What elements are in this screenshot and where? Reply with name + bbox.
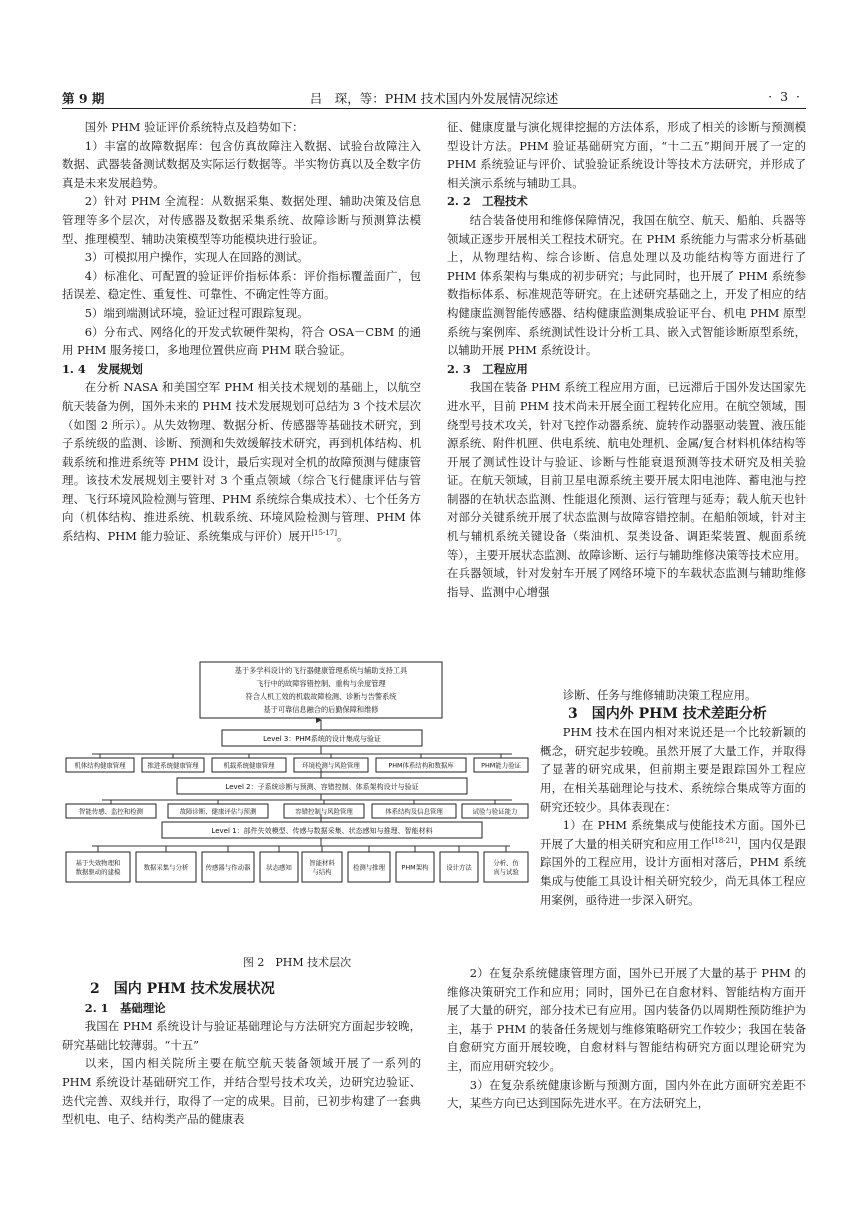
list-item: 6）分布式、网络化的开发式软硬件架构，符合 OSA－CBM 的通用 PHM 服务接口，多地理位置供应商 PHM 联合验证。 (62, 324, 421, 358)
body-paragraph: 以来，国内相关院所主要在航空航天装备领域开展了一系列的 PHM 系统设计基础研究工作，并结合型号技术攻关，边研究边验证、迭代完善、双线并行，取得了一定的成果。目前，已初步构建了一套典型机电、电子、结构类产品的健康表 (62, 1056, 421, 1127)
fig-box-label: 故障诊断、健康评估与预测 (179, 807, 257, 816)
fig-box-label: 体系结构及信息管理 (385, 807, 443, 816)
fig-box (484, 852, 528, 882)
page-number: · 3 · (768, 89, 802, 104)
chapter-heading: 2 国内 PHM 技术发展状况 (90, 981, 275, 997)
running-title: 吕 琛，等：PHM 技术国内外发展情况综述 (309, 91, 559, 106)
body-paragraph: 结合装备使用和维修保障情况，我国在航空、航天、船舶、兵器等领域正逐步开展相关工程技术研究。在 PHM 系统能力与需求分析基础上，从物理结构、综合诊断、信息处理以及功能结构等方面进行了 PHM 体系架构与集成的初步研究；与此同时，也开展了 PHM 系统参数指标体系、标准规范等研究。在上述研究基础之上，开发了相应的结构健康监测智能传感器、结构健康监测集成验证平台、机电 PHM 原型系统与案例库、系统测试性设计分析工具、嵌入式智能诊断原型系统，以辅助开展 PHM 系统设计。 (447, 212, 806, 358)
intro-paragraph: 国外 PHM 验证评价系统特点及趋势如下： (84, 120, 304, 134)
fig-box-label: 环境检测与风险管理 (302, 761, 360, 770)
fig-box-label: 数据采集与分析 (143, 863, 189, 872)
fig-level1: Level 1：部件失效模型、传感与数据采集、状态感知与推理、智能材料 (211, 827, 433, 835)
list-item: 3）可模拟用户操作，实现人在回路的测试。 (84, 250, 309, 265)
chapter-heading: 3 国内外 PHM 技术差距分析 (568, 705, 767, 722)
fig-box-label: 试验与验证能力 (472, 807, 518, 816)
fig-box-label: 基于失效物理和 (75, 859, 121, 867)
fig-box-label: 分析、仿 (493, 859, 519, 867)
body-paragraph: 3）在复杂系统健康诊断与预测方面，国内外在此方面研究差距不大，某些方向已达到国际先进水平。在方法研究上， (447, 1077, 806, 1111)
body-paragraph: PHM 技术在国内相对来说还是一个比较新颖的概念，研究起步较晚。虽然开展了大量工作，并取得了显著的研究成果，但前期主要是跟踪国外工程应用，在相关基础理论与技术、系统综合集成等方面的研究还较少。具体表现在： (540, 725, 806, 814)
fig-level1-items (66, 846, 528, 882)
left-column (62, 118, 421, 546)
section-heading: 2. 2 工程技术 (447, 194, 528, 209)
fig-box-label: 真与试验 (493, 868, 519, 876)
section-heading: 2. 3 工程应用 (447, 361, 528, 376)
fig-box-label: 数据驱动的建模 (75, 868, 121, 876)
section-heading: 1. 4 发展规划 (62, 361, 143, 376)
fig-box (66, 852, 130, 882)
citation[interactable]: [18-21] (711, 836, 738, 845)
fig-box-label: 推进系统健康管理 (147, 761, 199, 770)
fig-box-label: PHM能力验证 (481, 761, 521, 770)
left-column-bottom (62, 980, 421, 1129)
fig-level3-items (66, 754, 528, 772)
fig-top-line: 符合人机工效的机载故障检测、诊断与告警系统 (245, 692, 397, 701)
body-paragraph: 诊断、任务与维修辅助决策工程应用。 (562, 688, 757, 702)
fig-top-line: 基于可靠信息融合的后勤保障和维修 (263, 705, 379, 714)
fig-box-label: 与结构 (312, 868, 332, 876)
body-paragraph: 我国在装备 PHM 系统工程应用方面，已远滞后于国外发达国家先进水平，目前 PHM 技术尚未开展全面工程转化应用。在航空领域，围绕型号技术攻关，针对飞控作动器系统、旋转作动器驱动装置、液压能源系统、附件机匣、供电系统、航电处理机、金属/复合材料机体结构等开展了测试性设计与验证、诊断与性能衰退预测等技术研究及相关验证。在航天领域，目前卫星电源系统主要开展太阳电池阵、蓄电池与控制器的在轨状态监测、性能退化预测、运行管理与延寿；载人航天也针对部分关键系统开展了状态监测与故障容错控制。在船舶领域，针对主机与辅机系统关键设备（柴油机、泵类设备、调距桨装置、舰面系统等），主要开展状态监测、故障诊断、运行与辅助维修决策等技术应用。在兵器领域，针对发射车开展了网络环境下的车载状态监测与辅助维修指导、监测中心增强 (447, 380, 806, 599)
list-item: 4）标准化、可配置的验证评价指标体系：评价指标覆盖面广，包括误差、稳定性、重复性、可靠性、不确定性等方面。 (62, 268, 421, 302)
fig-box-label: 状态感知 (266, 863, 292, 872)
fig-box-label: PHM架构 (401, 863, 429, 872)
figure-caption: 图 2 PHM 技术层次 (242, 956, 352, 969)
fig-box-label: 检测与推理 (353, 863, 385, 872)
body-paragraph: 在分析 NASA 和美国空军 PHM 相关技术规划的基础上，以航空航天装备为例，国外未来的 PHM 技术发展规划可总结为 3 个技术层次（如图 2 所示）。从失效物理、数据分析、传感器等基础技术研究，到子系统级的监测、诊断、预测和失效缓解技术研究，再到机体结构、机载系统和推进系统等 PHM 设计，最后实现对全机的故障预测与健康管理。该技术发展规划主要针对 3 个重点领域（综合飞行健康评估与管理、飞行环境风险检测与管理、PHM 系统综合集成技术）、七个任务方向（机体结构、推进系统、机载系统、环境风险检测与管理、PHM 体系结构、PHM 能力验证、系统集成与评价）展开[15-17]。 (62, 380, 421, 544)
body-paragraph: 2）在复杂系统健康管理方面，国外已开展了大量的基于 PHM 的维修决策研究工作和应用；同时，国外已在自愈材料、智能结构方面开展了大量的研究，部分技术已有应用。国内装备仍以周期性预防维护为主，基于 PHM 的装备任务规划与维修策略研究工作较少；我国在装备自愈研究方面开展较晚，自愈材料与智能结构研究方面以理论研究为主，而应用研究较少。 (447, 966, 806, 1073)
fig-top-line: 飞行中的故障容错控制、重构与余度管理 (256, 679, 386, 688)
issue-number: 第 9 期 (62, 91, 105, 106)
page-header (62, 86, 806, 109)
fig-box (302, 852, 342, 882)
right-column-bottom (447, 964, 806, 1113)
fig-level2: Level 2：子系统诊断与预测、容错控制、体系架构设计与验证 (225, 783, 419, 791)
fig-box-label: PHM体系结构和数据库 (388, 761, 454, 770)
fig-box-label: 传感器与作动器 (205, 863, 251, 872)
right-column (447, 118, 806, 601)
right-column-lower (540, 686, 806, 909)
body-paragraph: 1）在 PHM 系统集成与使能技术方面。国外已开展了大量的相关研究和应用工作[18-21]，国内仅是跟踪国外的工程应用，设计方面相对落后，PHM 系统集成与使能工具设计相关研究较少，尚无具体工程应用案例，亟待进一步深入研究。 (540, 818, 806, 907)
fig-level2-items (66, 800, 528, 818)
body-paragraph: 我国在 PHM 系统设计与验证基础理论与方法研究方面起步较晚，研究基础比较薄弱。“十五” (62, 1019, 421, 1052)
list-item: 2）针对 PHM 全流程：从数据采集、数据处理、辅助决策及信息管理等多个层次，对传感器及数据采集系统、故障诊断与预测算法模型、推理模型、辅助决策模型等功能模块进行验证。 (62, 194, 421, 246)
fig-box-label: 机载系统健康管理 (223, 761, 275, 770)
list-item: 5）端到端测试环境，验证过程可跟踪复现。 (84, 305, 309, 320)
fig-top-line: 基于多学科设计的飞行器健康管理系统与辅助支持工具 (234, 666, 408, 675)
fig-level3: Level 3：PHM系统的设计集成与验证 (263, 735, 381, 743)
fig-box-label: 容错控制与风险管理 (295, 807, 353, 816)
figure-phm-levels (62, 660, 532, 950)
fig-box-label: 机体结构健康管理 (74, 761, 126, 770)
citation[interactable]: [15-17] (311, 529, 337, 538)
fig-box-label: 智能传感、监控和检测 (79, 807, 143, 816)
fig-box-label: 设计方法 (446, 863, 472, 872)
section-heading: 2. 1 基础理论 (84, 1000, 166, 1015)
list-item: 1）丰富的故障数据库：包含仿真故障注入数据、试验台故障注入数据、武器装备测试数据及实际运行数据等。半实物仿真以及全数字仿真是未来发展趋势。 (62, 138, 421, 190)
fig-box-label: 智能材料 (309, 859, 335, 867)
body-paragraph: 征、健康度量与演化规律挖掘的方法体系，形成了相关的诊断与预测模型设计方法。PHM 验证基础研究方面，“十二五”期间开展了一定的 PHM 系统验证与评价、试验验证系统设计等技术方法研究，并形成了相关演示系统与辅助工具。 (447, 120, 806, 190)
